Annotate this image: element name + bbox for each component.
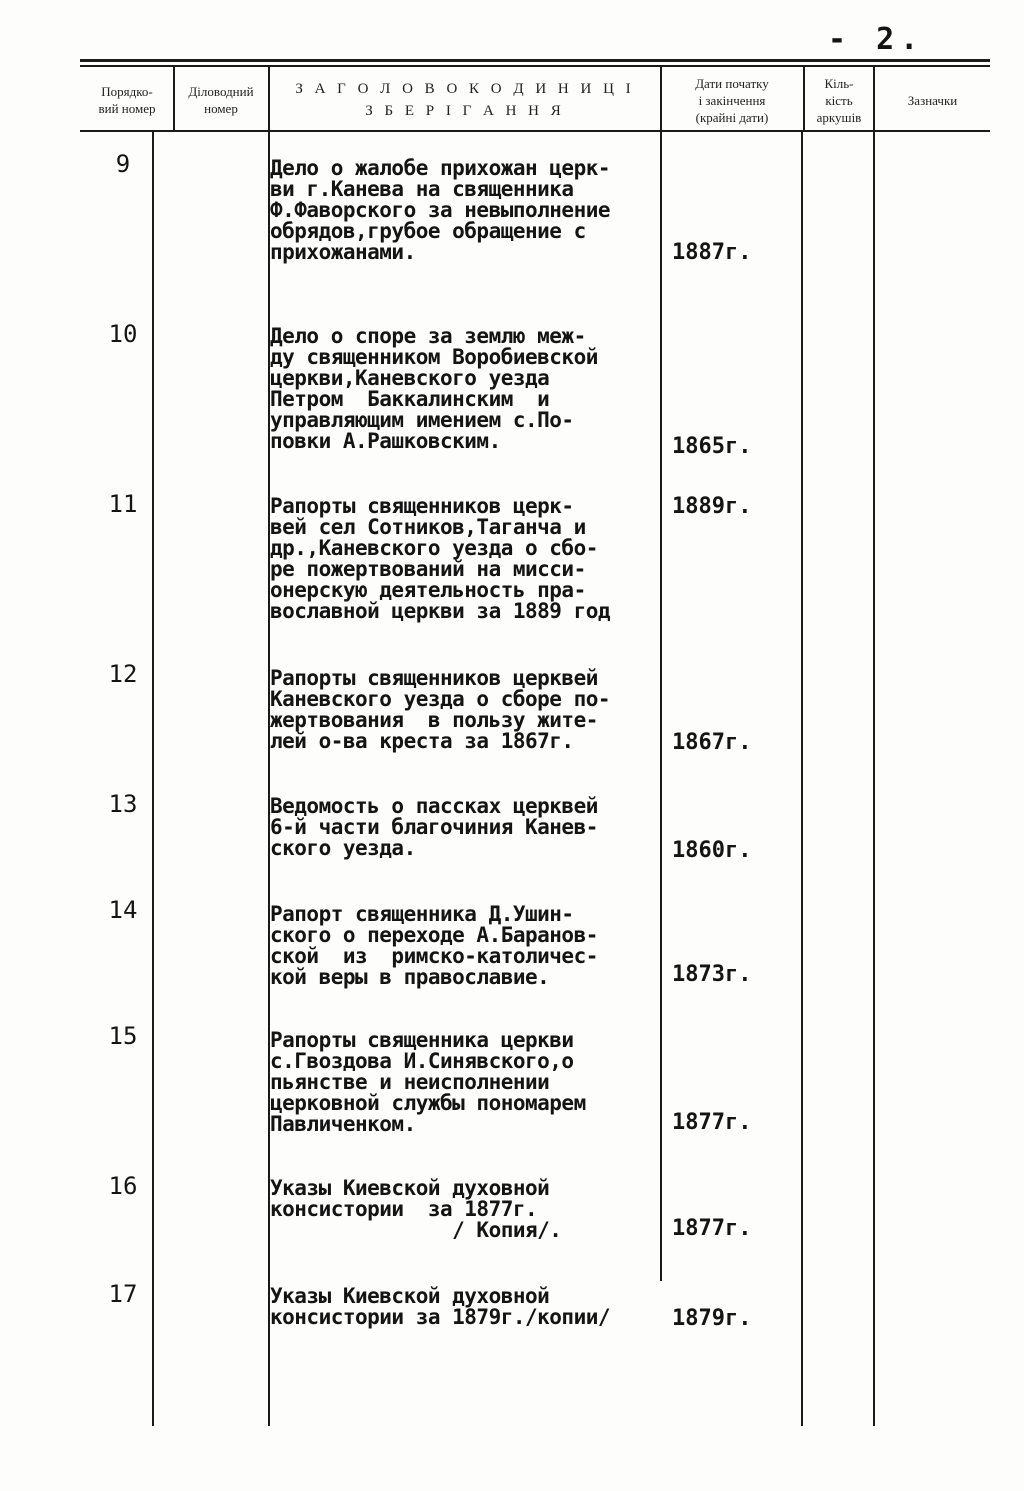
header-dates: Дати початку і закінчення (крайні дати) [695, 75, 769, 125]
header-sheet-count: Кіль- кість аркушів [816, 75, 862, 125]
row-number: 15 [108, 1022, 138, 1050]
row-number: 9 [115, 150, 131, 178]
row-description: Рапорты священников церквей Каневского уезда о сборе по- жертвования в пользу жите- лей о-ва креста за 1867г. [270, 666, 611, 753]
top-rule [80, 59, 990, 62]
row-number: 13 [108, 790, 138, 818]
row-date: 1889г. [672, 494, 752, 519]
header-sequence-number: Порядко- вий номер [98, 84, 156, 116]
row-number: 11 [108, 490, 138, 518]
row-description: Дело о споре за землю меж- ду священником Воробиевской церкви,Каневского уезда Петром Баккалинским и управляющим имением с.По- повки А.Рашковским. [270, 324, 598, 453]
row-description: Дело о жалобе прихожан церк- ви г.Канева на священника Ф.Фаворского за невыполнение обрядов,грубое обращение с прихожанами. [270, 156, 611, 264]
header-record-number: Діловодний номер [188, 84, 254, 116]
header-unit-title: З А Г О Л О В О К О Д И Н И Ц І З Б Е Р І Г А Н Н Я [295, 81, 635, 119]
row-description: Ведомость о пассках церквей 6-й части благочиния Канев- ского уезда. [270, 794, 598, 860]
column-divider [873, 131, 875, 1426]
row-number: 16 [108, 1172, 138, 1200]
column-divider [801, 131, 803, 1426]
row-date: 1860г. [672, 838, 752, 863]
row-number: 14 [108, 896, 138, 924]
row-date: 1867г. [672, 730, 752, 755]
row-date: 1877г. [672, 1216, 752, 1241]
row-description: Рапорты священников церк- вей сел Сотников,Таганча и др.,Каневского уезда о сбо- ре пожертвований на мисси- онерскую деятельность пра- вославной церкви за 1889 год [270, 494, 611, 623]
page-number: - 2. [828, 22, 925, 57]
row-date: 1887г. [672, 240, 752, 265]
row-date: 1879г. [672, 1306, 752, 1331]
row-date: 1865г. [672, 434, 752, 459]
row-number: 10 [108, 320, 138, 348]
row-description: Рапорт священника Д.Ушин- ского о переходе А.Баранов- ской из римско-католичес- кой веры в православие. [270, 902, 598, 989]
row-number: 12 [108, 660, 138, 688]
row-description: Указы Киевской духовной консистории за 1877г. / Копия/. [270, 1176, 562, 1242]
header-bottom-rule [80, 130, 990, 132]
row-description: Рапорты священника церкви с.Гвоздова И.Синявского,о пьянстве и неисполнении церковной службы пономарем Павличенком. [270, 1028, 586, 1136]
top-rule-second [80, 65, 990, 67]
row-number: 17 [108, 1280, 138, 1308]
row-description: Указы Киевской духовной консистории за 1879г./копии/ [270, 1284, 611, 1329]
row-date: 1877г. [672, 1110, 752, 1135]
header-notes: Зазначки [907, 92, 958, 108]
row-date: 1873г. [672, 962, 752, 987]
